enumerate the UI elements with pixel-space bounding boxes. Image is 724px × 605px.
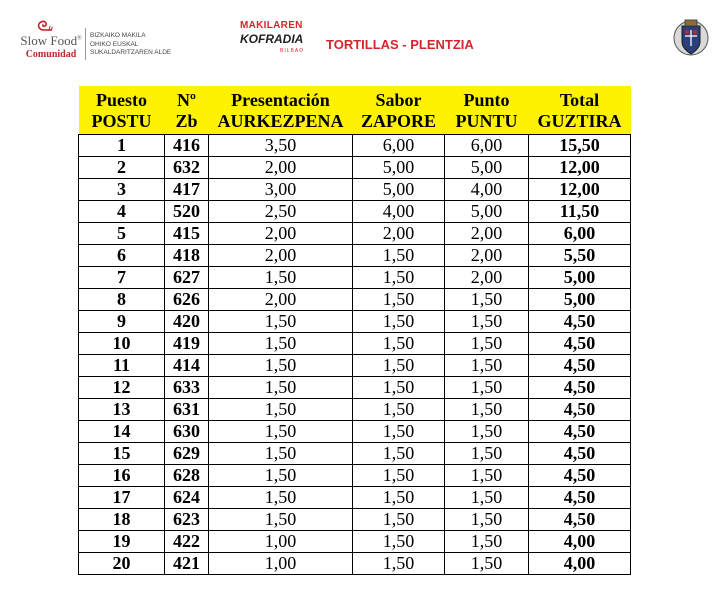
cell-taste: 1,50	[353, 531, 445, 553]
page-header	[0, 0, 724, 70]
cell-presentation: 1,50	[209, 377, 353, 399]
cell-position: 15	[79, 443, 165, 465]
cell-presentation: 1,50	[209, 267, 353, 289]
cell-presentation: 3,00	[209, 179, 353, 201]
cell-presentation: 1,50	[209, 465, 353, 487]
cell-number: 633	[165, 377, 209, 399]
makila-bot-text: BILBAO	[280, 48, 305, 54]
table-row	[79, 443, 631, 465]
cell-position: 17	[79, 487, 165, 509]
cell-presentation: 1,00	[209, 553, 353, 575]
cell-taste: 4,00	[353, 201, 445, 223]
cell-number: 415	[165, 223, 209, 245]
col-header-number: Nº Zb	[165, 86, 209, 135]
table-row	[79, 311, 631, 333]
cell-total: 4,00	[529, 531, 631, 553]
page-title: TORTILLAS - PLENTZIA	[326, 37, 474, 52]
cell-position: 16	[79, 465, 165, 487]
cell-total: 12,00	[529, 157, 631, 179]
cell-taste: 5,00	[353, 179, 445, 201]
cell-taste: 1,50	[353, 311, 445, 333]
cell-position: 3	[79, 179, 165, 201]
cell-total: 4,50	[529, 377, 631, 399]
table-row	[79, 223, 631, 245]
cell-total: 4,00	[529, 553, 631, 575]
cell-number: 417	[165, 179, 209, 201]
cell-number: 628	[165, 465, 209, 487]
cell-position: 11	[79, 355, 165, 377]
cell-presentation: 2,00	[209, 245, 353, 267]
cell-doneness: 1,50	[445, 487, 529, 509]
cell-total: 4,50	[529, 465, 631, 487]
cell-presentation: 1,00	[209, 531, 353, 553]
cell-total: 5,50	[529, 245, 631, 267]
table-row	[79, 399, 631, 421]
cell-taste: 1,50	[353, 465, 445, 487]
table-row	[79, 355, 631, 377]
cell-doneness: 1,50	[445, 399, 529, 421]
table-row	[79, 531, 631, 553]
cell-presentation: 1,50	[209, 355, 353, 377]
cell-position: 18	[79, 509, 165, 531]
cell-doneness: 1,50	[445, 443, 529, 465]
cell-doneness: 1,50	[445, 377, 529, 399]
table-row	[79, 509, 631, 531]
cell-number: 422	[165, 531, 209, 553]
col-header-presentation: Presentación AURKEZPENA	[209, 86, 353, 135]
cell-presentation: 3,50	[209, 135, 353, 157]
cell-position: 9	[79, 311, 165, 333]
table-row	[79, 465, 631, 487]
cell-taste: 1,50	[353, 399, 445, 421]
cell-taste: 1,50	[353, 333, 445, 355]
cell-total: 5,00	[529, 289, 631, 311]
table-row	[79, 421, 631, 443]
cell-number: 626	[165, 289, 209, 311]
cell-number: 630	[165, 421, 209, 443]
cell-presentation: 1,50	[209, 399, 353, 421]
cell-total: 15,50	[529, 135, 631, 157]
cell-doneness: 6,00	[445, 135, 529, 157]
cell-position: 12	[79, 377, 165, 399]
cell-total: 5,00	[529, 267, 631, 289]
cell-doneness: 1,50	[445, 355, 529, 377]
cell-number: 418	[165, 245, 209, 267]
cell-number: 623	[165, 509, 209, 531]
cell-doneness: 1,50	[445, 289, 529, 311]
cell-position: 20	[79, 553, 165, 575]
cell-presentation: 1,50	[209, 487, 353, 509]
cell-doneness: 2,00	[445, 245, 529, 267]
cell-doneness: 1,50	[445, 311, 529, 333]
cell-taste: 1,50	[353, 267, 445, 289]
cell-total: 4,50	[529, 399, 631, 421]
cell-position: 7	[79, 267, 165, 289]
cell-number: 416	[165, 135, 209, 157]
cell-number: 420	[165, 311, 209, 333]
cell-total: 11,50	[529, 201, 631, 223]
cell-number: 520	[165, 201, 209, 223]
cell-total: 4,50	[529, 421, 631, 443]
cell-total: 12,00	[529, 179, 631, 201]
slowfood-subtitle: BIZKAIKO MAKILA OHIKO EUSKAL SUKALDARITZAREN ALDE	[90, 32, 172, 56]
slowfood-logo	[9, 16, 93, 62]
col-header-taste: Sabor ZAPORE	[353, 86, 445, 135]
cell-total: 6,00	[529, 223, 631, 245]
cell-presentation: 2,00	[209, 223, 353, 245]
cell-taste: 1,50	[353, 553, 445, 575]
col-header-total: Total GUZTIRA	[529, 86, 631, 135]
slowfood-community: Comunidad	[25, 49, 77, 60]
cell-position: 2	[79, 157, 165, 179]
cell-doneness: 1,50	[445, 421, 529, 443]
cell-number: 631	[165, 399, 209, 421]
cell-doneness: 4,00	[445, 179, 529, 201]
cell-position: 13	[79, 399, 165, 421]
cell-position: 6	[79, 245, 165, 267]
makila-mid-text: KOFRADIA	[240, 32, 304, 46]
cell-total: 4,50	[529, 487, 631, 509]
cell-taste: 5,00	[353, 157, 445, 179]
cell-doneness: 1,50	[445, 465, 529, 487]
cell-taste: 1,50	[353, 289, 445, 311]
table-row	[79, 267, 631, 289]
cell-presentation: 1,50	[209, 421, 353, 443]
cell-position: 10	[79, 333, 165, 355]
cell-doneness: 1,50	[445, 553, 529, 575]
table-header-row	[79, 86, 631, 135]
cell-number: 627	[165, 267, 209, 289]
makilaren-kofradia-logo	[240, 18, 316, 66]
cell-total: 4,50	[529, 355, 631, 377]
col-header-doneness: Punto PUNTU	[445, 86, 529, 135]
cell-taste: 1,50	[353, 377, 445, 399]
cell-doneness: 2,00	[445, 267, 529, 289]
cell-total: 4,50	[529, 443, 631, 465]
cell-doneness: 5,00	[445, 157, 529, 179]
cell-presentation: 1,50	[209, 443, 353, 465]
cell-position: 5	[79, 223, 165, 245]
cell-taste: 1,50	[353, 421, 445, 443]
table-row	[79, 179, 631, 201]
cell-taste: 2,00	[353, 223, 445, 245]
cell-total: 4,50	[529, 333, 631, 355]
cell-doneness: 2,00	[445, 223, 529, 245]
cell-position: 19	[79, 531, 165, 553]
table-row	[79, 157, 631, 179]
table-row	[79, 245, 631, 267]
table-row	[79, 135, 631, 157]
cell-position: 4	[79, 201, 165, 223]
cell-doneness: 5,00	[445, 201, 529, 223]
cell-doneness: 1,50	[445, 509, 529, 531]
cell-total: 4,50	[529, 311, 631, 333]
cell-taste: 1,50	[353, 355, 445, 377]
cell-presentation: 1,50	[209, 509, 353, 531]
cell-presentation: 2,00	[209, 157, 353, 179]
cell-total: 4,50	[529, 509, 631, 531]
cell-doneness: 1,50	[445, 531, 529, 553]
table-row	[79, 377, 631, 399]
cell-taste: 1,50	[353, 245, 445, 267]
cell-presentation: 2,00	[209, 289, 353, 311]
cell-presentation: 1,50	[209, 333, 353, 355]
cell-doneness: 1,50	[445, 333, 529, 355]
cell-number: 414	[165, 355, 209, 377]
makila-top-text: MAKILAREN	[240, 20, 303, 31]
cell-number: 624	[165, 487, 209, 509]
logo-divider	[85, 28, 86, 60]
cell-number: 632	[165, 157, 209, 179]
table-row	[79, 553, 631, 575]
cell-number: 629	[165, 443, 209, 465]
plentzia-crest-icon	[672, 16, 710, 60]
table-row	[79, 289, 631, 311]
snail-icon	[35, 16, 53, 32]
cell-number: 419	[165, 333, 209, 355]
cell-position: 8	[79, 289, 165, 311]
cell-taste: 1,50	[353, 443, 445, 465]
slowfood-name: Slow Food®	[20, 33, 82, 48]
results-table	[78, 86, 631, 575]
cell-position: 14	[79, 421, 165, 443]
cell-position: 1	[79, 135, 165, 157]
cell-presentation: 2,50	[209, 201, 353, 223]
table-row	[79, 333, 631, 355]
cell-taste: 1,50	[353, 487, 445, 509]
table-row	[79, 487, 631, 509]
table-row	[79, 201, 631, 223]
cell-taste: 6,00	[353, 135, 445, 157]
cell-presentation: 1,50	[209, 311, 353, 333]
cell-number: 421	[165, 553, 209, 575]
cell-taste: 1,50	[353, 509, 445, 531]
col-header-position: Puesto POSTU	[79, 86, 165, 135]
